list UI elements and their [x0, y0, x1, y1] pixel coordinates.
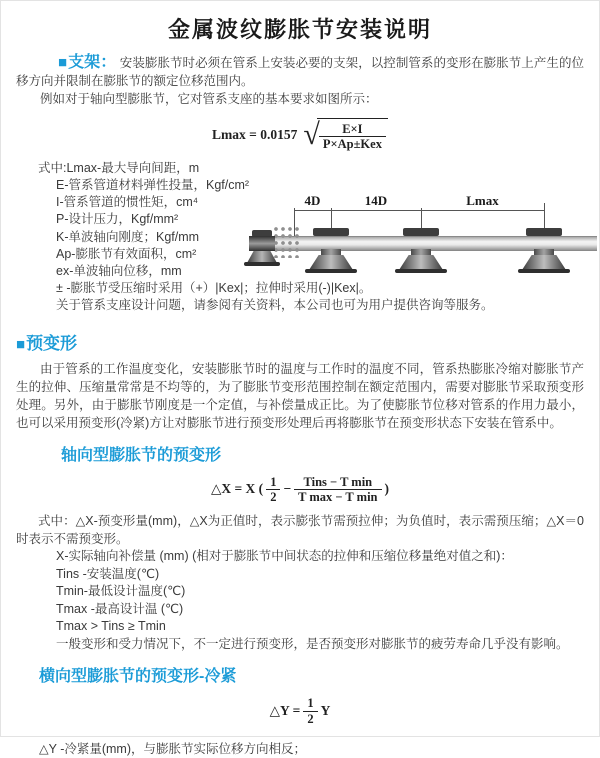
definition-line: I-管系管道的惯性矩，cm⁴: [56, 195, 199, 210]
support-neck: [321, 249, 341, 256]
preform-section-heading: [16, 329, 599, 354]
close-paren: ): [384, 481, 390, 497]
note-line: 一般变形和受力情况下，不一定进行预变形，是否预变形对膨胀节的疲劳寿命几乎没有影响。: [56, 636, 569, 651]
note-line: Tmin-最低设计温度(℃): [56, 584, 186, 599]
guide-support-icon: [521, 228, 567, 278]
lmax-formula: [1, 118, 599, 152]
dim-label-lmax: Lmax: [421, 193, 544, 208]
page-title: 金属波纹膨胀节安装说明: [167, 17, 432, 42]
fraction-denominator: 2: [270, 489, 277, 504]
lateral-note-line: △Y -冷紧量(mm)，与膨胀节实际位移方向相反；: [39, 742, 307, 757]
definition-line: ex-单波轴向位移，mm: [56, 263, 182, 278]
definition-line: E-管系管道材料弹性投量，Kgf/cm²: [56, 177, 250, 192]
fraction: [266, 475, 280, 505]
formula-lhs: △Y =: [269, 703, 301, 719]
definition-line: K-单波轴向刚度；Kgf/mm: [56, 229, 200, 244]
minus-sign: −: [283, 481, 292, 497]
fraction-numerator: Tins − T min: [294, 475, 381, 490]
support-plate: [518, 269, 570, 273]
lateral-subheading: 横向型膨胀节的预变形-冷紧: [39, 668, 237, 686]
fraction-denominator: P×Ap±Kex: [322, 137, 382, 152]
axial-notes: [1, 512, 599, 653]
support-base: [399, 255, 443, 270]
anchor-clamp: [249, 236, 275, 251]
note-line: Tins -安装温度(℃): [56, 566, 160, 581]
fraction: [319, 122, 386, 152]
note-line: Tmax > Tins ≥ Tmin: [56, 619, 166, 634]
radicand: [317, 118, 388, 152]
support-neck: [411, 249, 431, 256]
note-line: Tmax -最高设计温 (℃): [56, 601, 184, 616]
support-base: [309, 255, 353, 270]
definition-line: 关于管系支座设计问题，请参阅有关资料，本公司也可为用户提供咨询等服务。: [56, 298, 494, 313]
support-base: [522, 255, 566, 270]
pipe-support-diagram: [249, 193, 597, 291]
support-cap: [313, 228, 349, 236]
guide-support-icon: [398, 228, 444, 278]
note-line: 式中：△X-预变形量(mm)，△X为正值时，表示膨张节需预拉伸；为负值时，表示需预压缩；△X＝0时表示不需预变形。: [16, 514, 584, 547]
fraction-denominator: T max − T min: [298, 489, 378, 504]
fraction-denominator: 2: [307, 711, 314, 726]
fraction: [294, 475, 381, 505]
axial-subheading: 轴向型膨胀节的预变形: [61, 446, 222, 464]
dim-label-4d: 4D: [294, 193, 331, 208]
blue-square-icon: ■: [58, 54, 68, 71]
formula-lhs: Lmax = 0.0157: [212, 126, 298, 142]
lateral-preform-formula: [1, 696, 599, 726]
definition-line: P-设计压力，Kgf/mm²: [56, 212, 179, 227]
preform-paragraph: 由于管系的工作温度变化，安装膨胀节时的温度与工作时的温度不同，管系热膨胀冷缩对膨胀节产生的拉伸、压缩量常常是不均等的，为了膨胀节变形范围控制在额定范围内，需要对膨胀节采取预变形处理。另外，由于膨胀节刚度是一个定值，与补偿量成正比。为了使膨胀节位移对管系的作用力最小，也可以采用预变形(冷紧)方让对膨胀节进行预变形处理后再将膨胀节在预变形状态下安装在管系中。: [16, 361, 584, 430]
note-line: X-实际轴向补偿量 (mm) (相对于膨胀节中间状态的拉伸和压缩位移量绝对值之和)：: [56, 549, 513, 564]
preform-heading-text: 预变形: [26, 333, 78, 353]
fraction-numerator: 1: [303, 696, 317, 711]
definition-line: 式中:Lmax-最大导向间距，m: [38, 160, 200, 175]
anchor-plate: [244, 262, 280, 266]
guide-support-icon: [308, 228, 354, 278]
support-cap: [403, 228, 439, 236]
blue-square-icon: ■: [16, 335, 26, 353]
support-intro-text: 安装膨胀节时必须在管系上安装必要的支架，以控制管系的变形在膨胀节上产生的位移方向并限制在膨胀节的额定位移范围内。: [16, 56, 584, 88]
anchor-support-icon: [249, 228, 275, 278]
support-intro-paragraph: [16, 54, 584, 90]
fraction-numerator: 1: [266, 475, 280, 490]
support-section-heading: [58, 54, 116, 71]
dim-label-14d: 14D: [331, 193, 421, 208]
support-example-line: 例如对于轴向型膨胀节，它对管系支座的基本要求如图所示：: [40, 92, 378, 106]
fraction: [303, 696, 317, 726]
axial-preform-formula: [1, 475, 599, 505]
support-heading-text: 支架：: [68, 54, 117, 71]
definition-line: Ap-膨胀节有效面积，cm²: [56, 246, 197, 261]
support-plate: [305, 269, 357, 273]
formula-rhs: Y: [320, 703, 331, 719]
formula-lhs: △X = X (: [210, 481, 264, 497]
bellows-icon: [273, 226, 301, 258]
support-neck: [534, 249, 554, 256]
definition-line: ± -膨胀节受压缩时采用（+）|Kex|；拉伸时采用(-)|Kex|。: [56, 281, 372, 296]
radical-sign-icon: √: [303, 117, 320, 151]
support-cap: [526, 228, 562, 236]
support-plate: [395, 269, 447, 273]
fraction-numerator: E×I: [319, 122, 386, 137]
